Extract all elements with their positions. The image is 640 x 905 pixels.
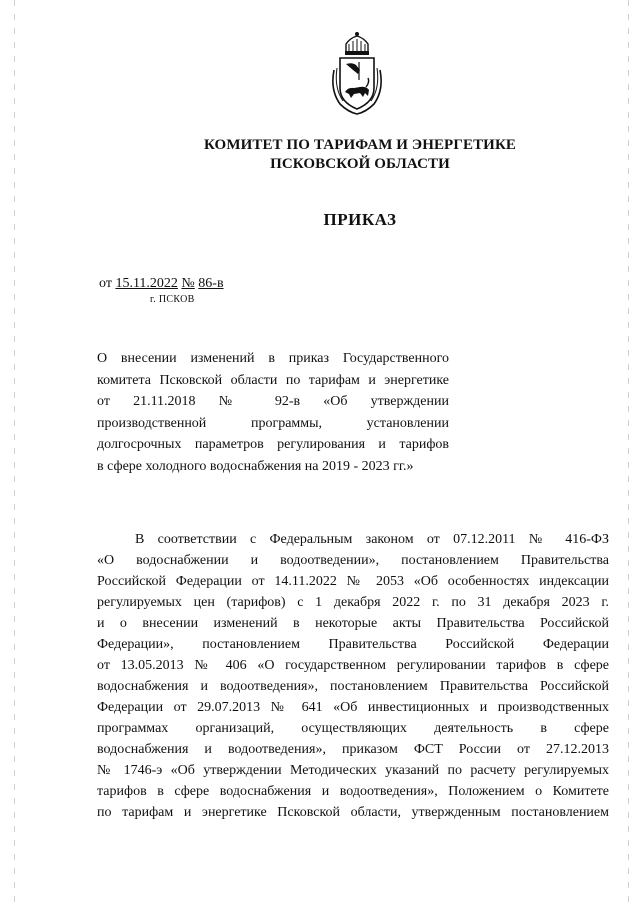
body-line: по тарифам и энергетике Псковской области, утвержденным постановлением: [97, 805, 609, 820]
body-line: Российской Федерации от 14.11.2022 № 2053 «Об особенностях индексации: [97, 574, 609, 589]
order-number-sign: №: [181, 276, 195, 291]
pskov-coat-of-arms-icon: [326, 30, 388, 116]
body-line: № 1746-э «Об утверждении Методических указаний по расчету регулируемых: [97, 763, 609, 778]
subject-line: в сфере холодного водоснабжения на 2019 - 2023 гг.»: [97, 458, 414, 474]
body-line: тарифов в сфере водоснабжения и водоотведения», Положением о Комитете: [97, 784, 609, 799]
body-line: Федерации», постановлением Правительства Российской Федерации: [97, 637, 609, 652]
scan-margin-right: [628, 0, 629, 905]
body-line: Федерации от 29.07.2013 № 641 «Об инвестиционных и производственных: [97, 700, 609, 715]
order-subject: [97, 348, 449, 477]
body-line: водоснабжения и водоотведения», приказом ФСТ России от 27.12.2013: [97, 742, 609, 757]
order-prefix: от: [99, 276, 112, 291]
body-line: «О водоснабжении и водоотведении», постановлением Правительства: [97, 553, 609, 568]
organization-line-2: ПСКОВСКОЙ ОБЛАСТИ: [270, 156, 450, 172]
order-body: [97, 529, 609, 823]
order-city: г. ПСКОВ: [150, 294, 195, 305]
scan-margin-left: [14, 0, 15, 905]
organization-name: [150, 136, 570, 174]
body-line: от 13.05.2013 № 406 «О государственном регулировании тарифов в сфере: [97, 658, 609, 673]
subject-line: комитета Псковской области по тарифам и энергетике: [97, 372, 449, 388]
order-date: 15.11.2022: [115, 276, 178, 291]
body-line: и о внесении изменений в некоторые акты Правительства Российской: [97, 616, 609, 631]
order-number: 86-в: [198, 276, 224, 291]
subject-line: долгосрочных параметров регулирования и тарифов: [97, 437, 449, 452]
order-date-number: [99, 276, 224, 292]
subject-line: производственной программы, установлении: [97, 415, 449, 431]
organization-line-1: КОМИТЕТ ПО ТАРИФАМ И ЭНЕРГЕТИКЕ: [203, 137, 517, 153]
body-line: программах организаций, осуществляющих деятельность в сфере: [97, 721, 609, 736]
subject-line: О внесении изменений в приказ Государственного: [97, 351, 449, 366]
body-line: В соответствии с Федеральным законом от 07.12.2011 № 416-ФЗ: [135, 532, 609, 547]
subject-line: от 21.11.2018 № 92-в «Об утверждении: [97, 394, 449, 409]
body-line: регулируемых цен (тарифов) с 1 декабря 2022 г. по 31 декабря 2023 г.: [97, 595, 609, 610]
body-line: водоснабжения и водоотведения», постановлением Правительства Российской: [97, 679, 609, 694]
document-title: ПРИКАЗ: [323, 210, 397, 229]
